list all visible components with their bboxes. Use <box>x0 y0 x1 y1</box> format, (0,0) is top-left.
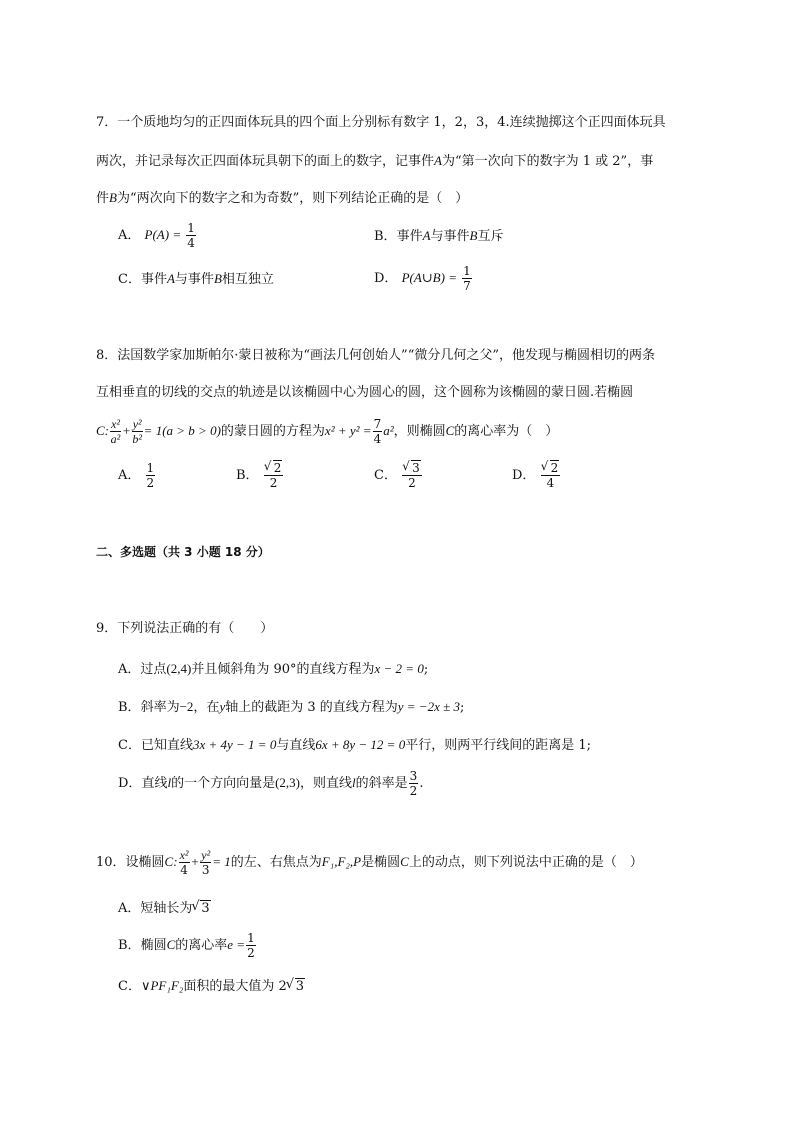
q9-option-d[interactable]: D．直线l的一个方向向量是(2,3)，则直线l的斜率是 $\frac{3}{2}$ . <box>118 769 424 798</box>
q8-y2-over-b2: $\frac{\text{y²}}{\text{b²}}$ <box>132 417 142 446</box>
q7-option-a[interactable]: A． P(A) = $\frac{1}{4}$ <box>118 221 195 250</box>
q8-option-a[interactable]: A． $\frac{1}{2}$ <box>118 461 155 490</box>
q7-line2: 两次，并记录每次正四面体玩具朝下的面上的数字，记事件A为“第一次向下的数字为 1 或 2”，事 <box>96 153 654 169</box>
q8-x2-over-a2: $\frac{\text{x²}}{\text{a²}}$ <box>110 417 121 446</box>
q8-optC-fraction: √ $\frac{3}{2}$ <box>402 462 422 489</box>
q9-option-c[interactable]: C．已知直线3x + 4y − 1 = 0与直线6x + 8y − 12 = 0平行，则两平行线间的距离是 1; <box>118 737 591 753</box>
q10-option-c[interactable]: C．∨PF₁F₂面积的最大值为 2√ 3 <box>118 979 305 993</box>
q8-optB-fraction: √ $\frac{2}{2}$ <box>264 462 284 489</box>
q10-x2-over-4: $\frac{\text{x²}}{4}$ <box>179 848 189 877</box>
q9-option-a[interactable]: A．过点(2,4)并且倾斜角为 90°的直线方程为x − 2 = 0; <box>118 661 429 677</box>
q8-optA-fraction: $\frac{1}{2}$ <box>146 461 155 490</box>
q10-optB-fraction: $\frac{1}{2}$ <box>247 931 255 960</box>
q7-option-d[interactable]: D． P(A∪B) = $\frac{1}{7}$ <box>374 264 471 293</box>
q8-option-d[interactable]: D． √ $\frac{2}{4}$ <box>512 462 561 489</box>
q9-stem: 9．下列说法正确的有（ ） <box>96 621 274 636</box>
q7-line1: 7．一个质地均匀的正四面体玩具的四个面上分别标有数字 1，2，3，4.连续抛掷这个正四面体玩具 <box>96 115 666 130</box>
q7-option-c[interactable]: C．事件A与事件B相互独立 <box>118 271 274 287</box>
q7-line3: 件B为“两次向下的数字之和为奇数”，则下列结论正确的是（ ） <box>96 190 469 206</box>
q8-line1: 8．法国数学家加斯帕尔·蒙日被称为“画法几何创始人”“微分几何之父”，他发现与椭圆相切的两条 <box>96 348 655 363</box>
q8-line2: 互相垂直的切线的交点的轨迹是以该椭圆中心为圆心的圆，这个圆称为该椭圆的蒙日圆.若椭圆 <box>96 385 634 400</box>
sqrt-symbol: √ 2 <box>542 462 560 474</box>
q10-stem: 10．设椭圆C: $\frac{\text{x²}}{4}$ + $\frac{\text{y²}}{3}$ = 1的左、右焦点为F₁,F₂,P是椭圆C上的动点，则下列说法中正确的是（ ） <box>96 848 643 877</box>
q8-option-c[interactable]: C． √ $\frac{3}{2}$ <box>374 462 423 489</box>
sqrt-symbol: √ 3 <box>403 462 421 474</box>
section-heading: 二、多选题（共 3 小题 18 分） <box>96 545 270 559</box>
q8-seven-fourths: $\frac{7}{4}$ <box>373 417 382 446</box>
sqrt-symbol: √ 2 <box>265 462 283 474</box>
q8-line3: C: $\frac{\text{x²}}{\text{a²}}$ + $\frac{\text{y²}}{\text{b²}}$ = 1(a > b > 0)的蒙日圆的方程为x² + y² = $\frac{7}{4}$ a²，则椭圆C的离心率为（ ） <box>96 417 559 446</box>
q7-optD-fraction: $\frac{1}{7}$ <box>463 264 471 293</box>
q7-optA-fraction: $\frac{1}{4}$ <box>187 221 195 250</box>
q9-optD-fraction: $\frac{3}{2}$ <box>409 769 418 798</box>
sqrt-symbol: √ 3 <box>287 980 305 993</box>
q8-optD-fraction: √ $\frac{2}{4}$ <box>541 462 561 489</box>
q9-option-b[interactable]: B．斜率为−2，在y轴上的截距为 3 的直线方程为y = −2x ± 3; <box>118 699 465 715</box>
q10-option-a[interactable]: A．短轴长为√ 3 <box>118 902 211 915</box>
q8-option-b[interactable]: B． √ $\frac{2}{2}$ <box>236 462 284 489</box>
q10-y2-over-3: $\frac{\text{y²}}{3}$ <box>201 848 211 877</box>
q10-option-b[interactable]: B．椭圆C的离心率e = $\frac{1}{2}$ <box>118 931 255 960</box>
q7-option-b[interactable]: B．事件A与事件B互斥 <box>374 228 504 244</box>
sqrt-symbol: √ 3 <box>192 902 210 915</box>
